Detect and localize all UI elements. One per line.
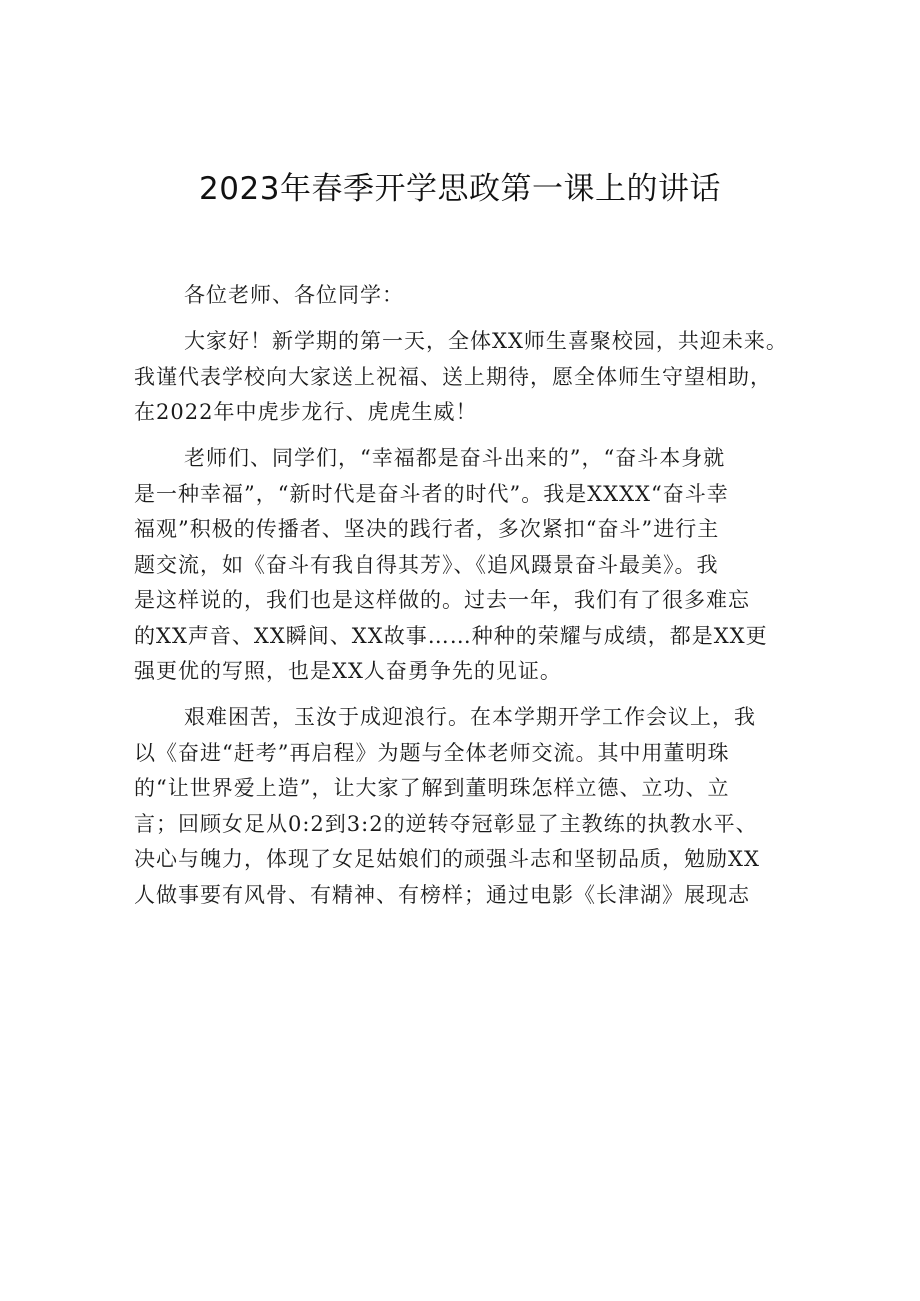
text-line: 在2022年中虎步龙行、虎虎生威！ bbox=[134, 400, 478, 424]
text-line: 福观”积极的传播者、坚决的践行者，多次紧扣“奋斗”进行主 bbox=[134, 517, 720, 541]
text-line: 各位老师、各位同学： bbox=[184, 283, 404, 307]
paragraph-struggle bbox=[134, 441, 794, 690]
document-title: 2023年春季开学思政第一课上的讲话 bbox=[199, 171, 721, 207]
text-line: 人做事要有风骨、有精神、有榜样；通过电影《长津湖》展现志 bbox=[134, 882, 750, 907]
text-line: 以《奋进“赶考”再启程》为题与全体老师交流。其中用董明珠 bbox=[134, 740, 730, 765]
paragraph-greeting bbox=[134, 324, 794, 431]
text-line: 是一种幸福”，“新时代是奋斗者的时代”。我是XXXX“奋斗幸 bbox=[134, 481, 729, 506]
text-line: 强更优的写照，也是XX人奋勇争先的见证。 bbox=[134, 659, 562, 683]
text-line: 我谨代表学校向大家送上祝福、送上期待，愿全体师生守望相助， bbox=[134, 364, 772, 389]
text-line: 艰难困苦，玉汝于成迎浪行。在本学期开学工作会议上，我 bbox=[184, 705, 756, 729]
text-line: 决心与魄力，体现了女足姑娘们的顽强斗志和坚韧品质，勉励XX bbox=[134, 847, 760, 871]
text-line: 老师们、同学们，“幸福都是奋斗出来的”，“奋斗本身就 bbox=[184, 446, 726, 470]
text-line: 的XX声音、XX瞬间、XX故事……种种的荣耀与成绩，都是XX更 bbox=[134, 623, 768, 648]
document-body bbox=[134, 278, 794, 913]
text-line: 题交流，如《奋斗有我自得其芳》、《追风蹑景奋斗最美》。我 bbox=[134, 552, 719, 577]
text-line: 的“让世界爱上造”，让大家了解到董明珠怎样立德、立功、立 bbox=[134, 776, 730, 800]
text-line: 是这样说的，我们也是这样做的。过去一年，我们有了很多难忘 bbox=[134, 588, 750, 612]
text-line: 大家好！新学期的第一天，全体XX师生喜聚校园，共迎未来。 bbox=[184, 329, 788, 353]
paragraph-salutation bbox=[134, 278, 794, 314]
text-line: 言；回顾女足从0:2到3:2的逆转夺冠彰显了主教练的执教水平、 bbox=[134, 811, 758, 836]
paragraph-hardship bbox=[134, 700, 794, 913]
